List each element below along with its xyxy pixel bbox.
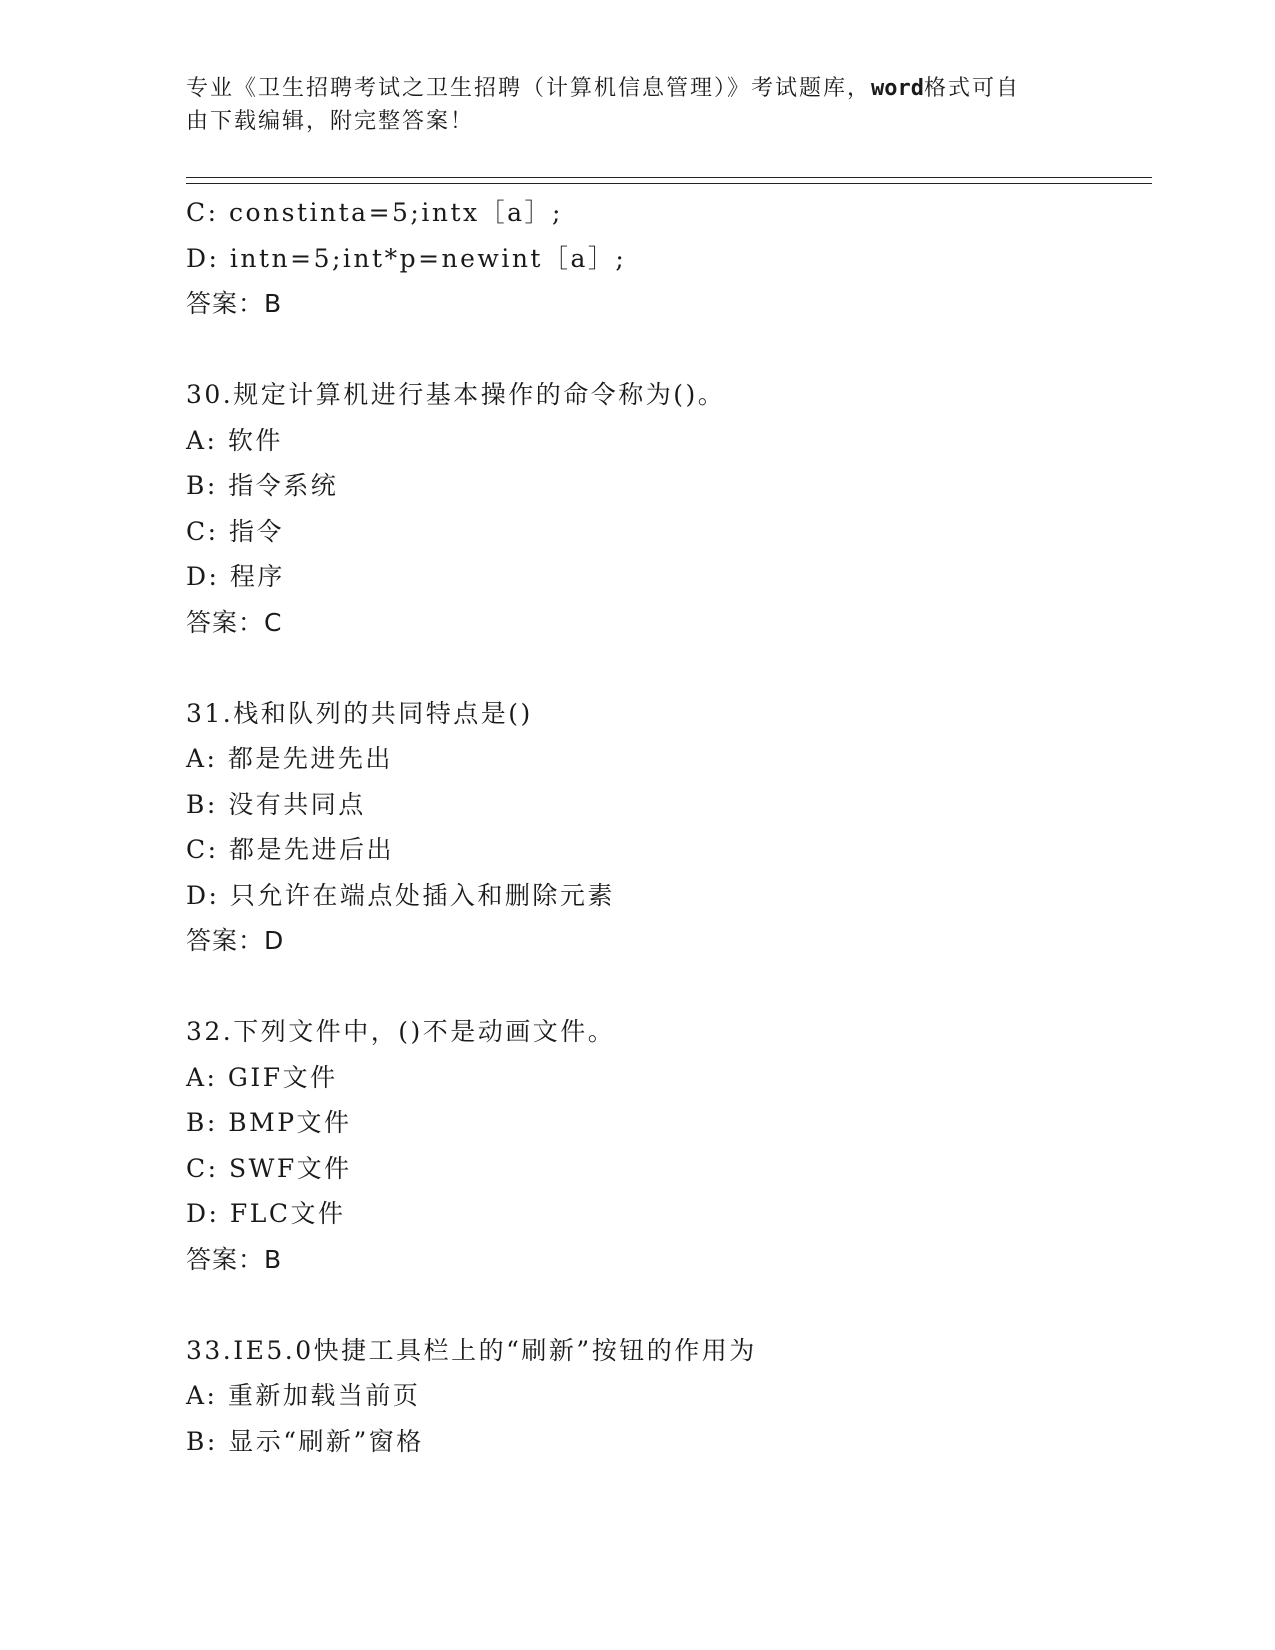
option-b: B: 没有共同点 — [186, 789, 366, 819]
question-stem: 32.下列文件中，()不是动画文件。 — [186, 1017, 616, 1046]
question-stem: 33.IE5.0快捷工具栏上的“刷新”按钮的作用为 — [186, 1335, 757, 1365]
option-c: C: constinta=5;intx［a］; — [186, 198, 563, 227]
spacer — [186, 645, 1146, 691]
question-stem: 30.规定计算机进行基本操作的命令称为()。 — [186, 380, 726, 409]
spacer — [186, 1282, 1146, 1328]
question-stem: 31.栈和队列的共同特点是() — [186, 698, 533, 728]
option-a: A: 软件 — [186, 425, 283, 455]
header-line-1-prefix: 专业《卫生招聘考试之卫生招聘（计算机信息管理）》考试题库， — [186, 76, 872, 101]
header-line-2: 由下载编辑，附完整答案！ — [186, 109, 475, 134]
header-word-label: word — [871, 76, 924, 101]
answer-line: 答案：B — [186, 1244, 283, 1274]
option-d: D: intn=5;int*p=newint［a］; — [186, 243, 627, 273]
option-d: D: FLC文件 — [186, 1199, 346, 1228]
option-a: A: GIF文件 — [186, 1062, 338, 1092]
option-d: D: 只允许在端点处插入和删除元素 — [186, 880, 615, 910]
header-line-1 — [186, 72, 1066, 105]
header-line-1-suffix: 格式可自 — [924, 76, 1021, 101]
option-a: A: 都是先进先出 — [186, 744, 393, 773]
header-divider-top — [186, 177, 1152, 178]
spacer — [186, 327, 1146, 373]
spacer — [186, 964, 1146, 1010]
option-c: C: 指令 — [186, 516, 284, 546]
option-c: C: SWF文件 — [186, 1153, 352, 1183]
answer-line: 答案：D — [186, 926, 285, 955]
document-header — [186, 72, 1066, 138]
option-d: D: 程序 — [186, 562, 285, 591]
option-a: A: 重新加载当前页 — [186, 1381, 421, 1410]
answer-line: 答案：C — [186, 607, 283, 637]
option-b: B: 显示“刷新”窗格 — [186, 1426, 424, 1456]
option-b: B: BMP文件 — [186, 1108, 352, 1137]
option-c: C: 都是先进后出 — [186, 835, 394, 864]
answer-line: 答案：B — [186, 289, 283, 318]
question-list — [186, 190, 1146, 1464]
header-divider-bottom — [186, 183, 1152, 184]
option-b: B: 指令系统 — [186, 471, 339, 500]
